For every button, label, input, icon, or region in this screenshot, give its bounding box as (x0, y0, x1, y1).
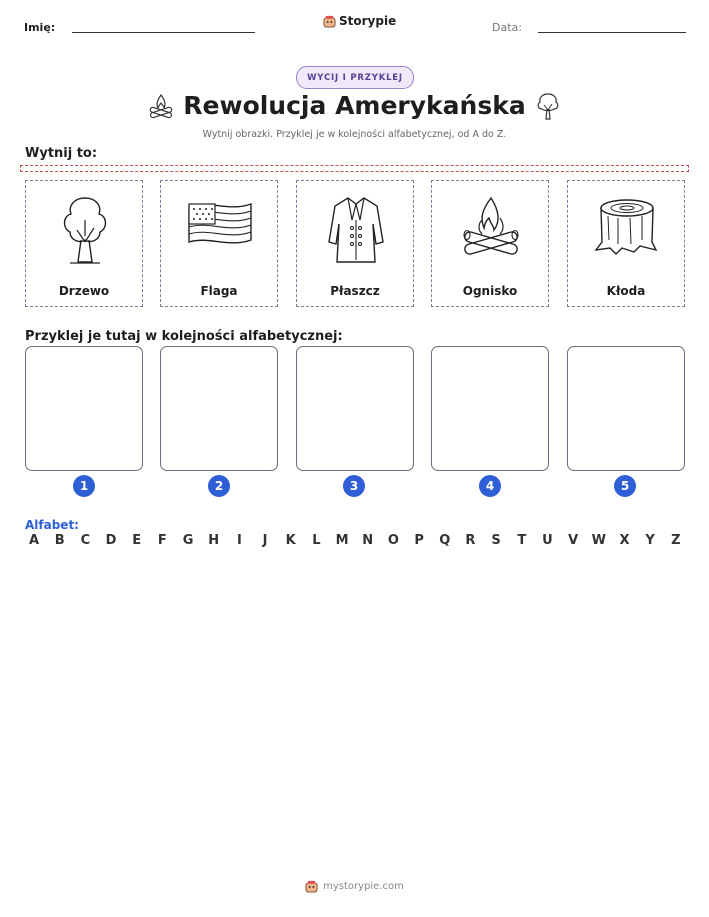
alphabet-letter: B (54, 533, 65, 548)
date-label: Data: (492, 21, 522, 34)
alphabet-row (25, 533, 685, 548)
paste-slot-5[interactable] (567, 346, 685, 471)
card-coat[interactable] (296, 180, 414, 307)
campfire-icon (456, 190, 526, 268)
tree-icon (50, 190, 120, 268)
alphabet-letter: O (387, 533, 399, 548)
alphabet-heading: Alfabet: (25, 518, 79, 532)
card-campfire[interactable] (431, 180, 549, 307)
coat-icon (321, 190, 391, 268)
alphabet-letter: X (619, 533, 630, 548)
tree-deco-icon (535, 91, 561, 121)
brand-name: Storypie (339, 14, 397, 28)
alphabet-letter: P (414, 533, 424, 548)
alphabet-letter: Z (671, 533, 681, 548)
footer-site[interactable]: mystorypie.com (323, 881, 404, 892)
slot-number: 5 (614, 475, 636, 497)
alphabet-letter: Q (439, 533, 451, 548)
alphabet-letter: G (182, 533, 194, 548)
slot-number: 2 (208, 475, 230, 497)
date-line[interactable] (538, 32, 686, 33)
slot-number: 3 (343, 475, 365, 497)
alphabet-letter: A (28, 533, 40, 548)
footer (0, 880, 709, 893)
cut-heading: Wytnij to: (25, 146, 98, 161)
mascot-icon (323, 15, 336, 28)
log-stump-icon (592, 190, 662, 268)
alphabet-letter: Y (645, 533, 655, 548)
card-tree[interactable] (25, 180, 143, 307)
alphabet-letter: N (362, 533, 374, 548)
paste-slot-1[interactable] (25, 346, 143, 471)
card-log[interactable] (567, 180, 685, 307)
paste-slot-2[interactable] (160, 346, 278, 471)
card-flag[interactable] (160, 180, 278, 307)
alphabet-letter: U (542, 533, 553, 548)
brand-logo (323, 14, 396, 28)
name-label: Imię: (24, 21, 56, 34)
card-label: Płaszcz (330, 284, 380, 298)
cut-line (20, 165, 689, 172)
instructions: Wytnij obrazki. Przyklej je w kolejności alfabetycznej, od A do Z. (202, 129, 507, 140)
activity-badge: WYCIJ I PRZYKLEJ (296, 66, 414, 89)
card-label: Kłoda (606, 284, 646, 298)
card-label: Drzewo (58, 284, 110, 298)
alphabet-letter: M (335, 533, 349, 548)
alphabet-letter: H (208, 533, 220, 548)
alphabet-letter: E (132, 533, 142, 548)
card-label: Flaga (200, 284, 238, 298)
alphabet-letter: W (591, 533, 606, 548)
paste-slot-3[interactable] (296, 346, 414, 471)
alphabet-letter: T (517, 533, 527, 548)
alphabet-letter: K (285, 533, 296, 548)
alphabet-letter: F (157, 533, 167, 548)
alphabet-letter: D (105, 533, 117, 548)
slot-number: 1 (73, 475, 95, 497)
slot-number: 4 (479, 475, 501, 497)
paste-slot-4[interactable] (431, 346, 549, 471)
mascot-icon (305, 880, 318, 893)
alphabet-letter: V (568, 533, 579, 548)
paste-heading: Przyklej je tutaj w kolejności alfabetycznej: (25, 329, 343, 344)
alphabet-letter: L (312, 533, 321, 548)
card-label: Ognisko (462, 284, 518, 298)
alphabet-letter: C (80, 533, 91, 548)
name-line[interactable] (72, 32, 255, 33)
alphabet-letter: S (491, 533, 501, 548)
flag-icon (185, 190, 255, 268)
alphabet-letter: J (262, 533, 268, 548)
alphabet-letter: R (465, 533, 476, 548)
alphabet-letter: I (236, 533, 242, 548)
page-title: Rewolucja Amerykańska (183, 91, 526, 120)
